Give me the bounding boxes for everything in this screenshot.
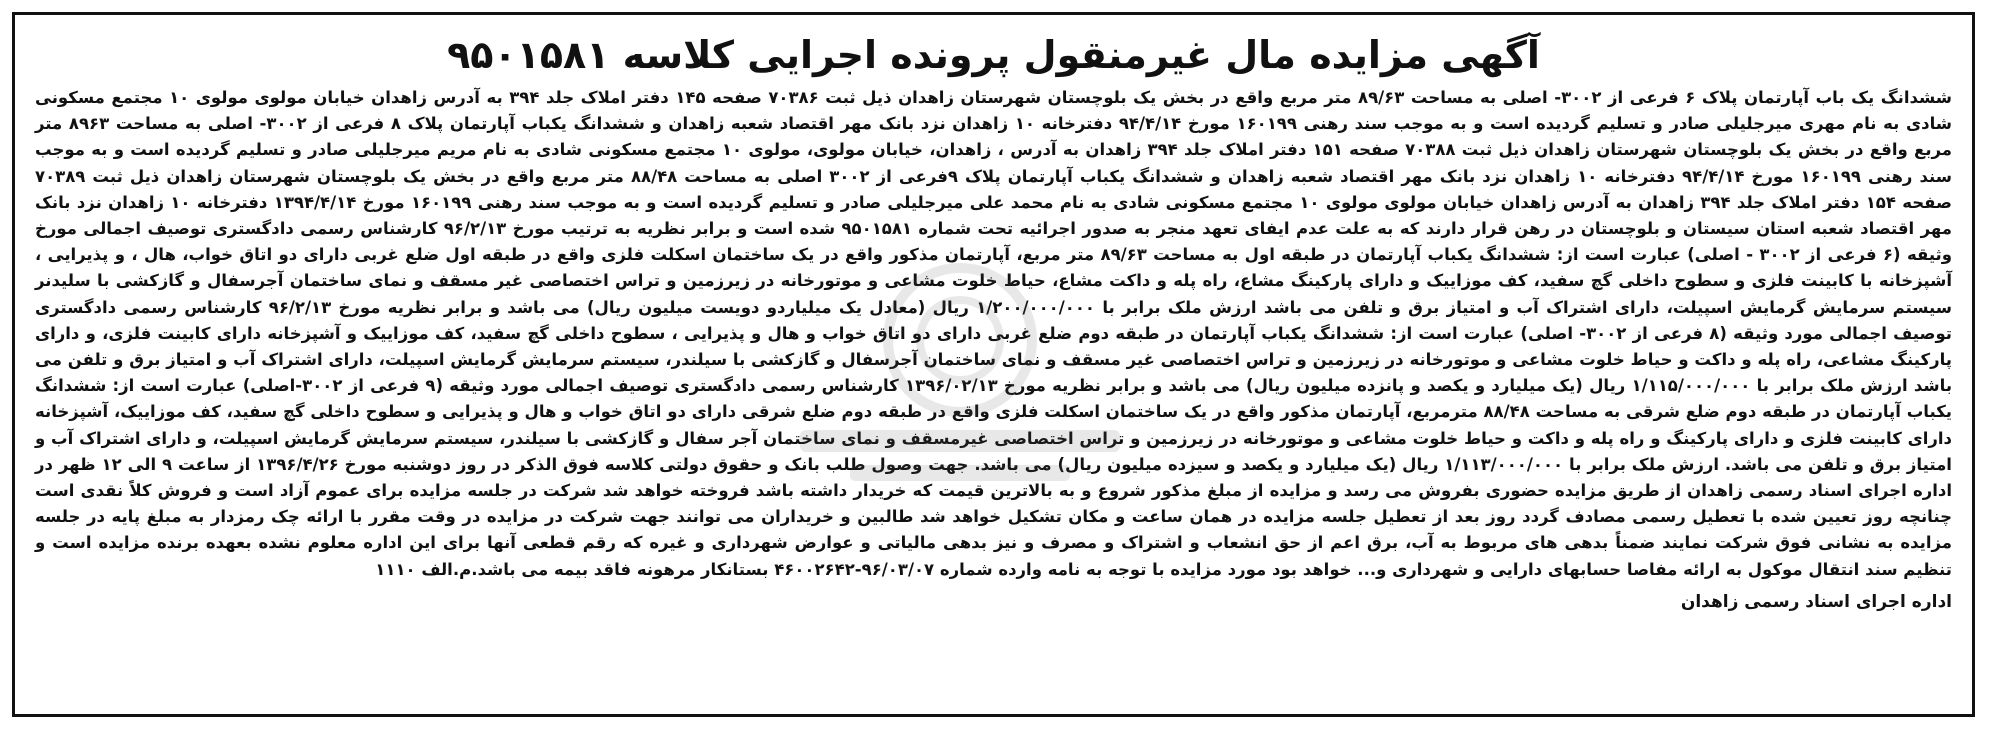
issuing-office-signature: اداره اجرای اسناد رسمی زاهدان — [1680, 591, 1952, 612]
notice-title: آگهی مزایده مال غیرمنقول پرونده اجرایی کلاسه ۹۵۰۱۵۸۱ — [447, 33, 1540, 77]
notice-body: ششدانگ یک باب آپارتمان پلاک ۶ فرعی از ۳۰۰۲- اصلی به مساحت ۸۹/۶۳ متر مربع واقع در بخش یک بلوچستان شهرستان زاهدان ذیل ثبت ۷۰۳۸۶ صفحه ۱۴۵ دفتر املاک جلد ۳۹۴ به آدرس زاهدان خیابان مولوی مولوی ۱۰ مجتمع مسکونی شادی به نام مهری میرجلیلی صادر و تسلیم گردیده است و به موجب سند رهنی ۱۶۰۱۹۹ مورخ ۹۴/۴/۱۴ دفترخانه ۱۰ زاهدان نزد بانک مهر اقتصاد شعبه زاهدان و ششدانگ یکباب آپارتمان پلاک ۸ فرعی از ۳۰۰۲- اصلی به مساحت ۸۹۶۳ متر مربع واقع در بخش یک بلوچستان شهرستان زاهدان ذیل ثبت ۷۰۳۸۸ صفحه ۱۵۱ دفتر املاک جلد ۳۹۴ زاهدان به آدرس ، زاهدان، خیابان مولوی، مولوی ۱۰ مجتمع مسکونی شادی به نام مریم میرجلیلی صادر و تسلیم گردیده است و به موجب سند رهنی ۱۶۰۱۹۹ مورخ ۹۴/۴/۱۴ دفترخانه ۱۰ زاهدان نزد بانک مهر اقتصاد شعبه زاهدان و ششدانگ یکباب آپارتمان پلاک ۹فرعی از ۳۰۰۲ اصلی به مساحت ۸۸/۴۸ متر مربع واقع در بخش یک بلوچستان شهرستان زاهدان ذیل ثبت ۷۰۳۸۹ صفحه ۱۵۴ دفتر املاک جلد ۳۹۴ زاهدان به آدرس زاهدان خیابان مولوی مولوی ۱۰ مجتمع مسکونی شادی به نام محمد علی میرجلیلی صادر و تسلیم گردیده است و به موجب سند رهنی ۱۶۰۱۹۹ مورخ ۱۳۹۴/۴/۱۴ دفترخانه ۱۰ زاهدان نزد بانک مهر اقتصاد شعبه استان سیستان و بلوچستان در رهن قرار دارند که به علت عدم ایفای تعهد منجر به صدور اجرائیه تحت شماره ۹۵۰۱۵۸۱ شده است و برابر نظریه به ترتیب مورخ ۹۶/۲/۱۳ کارشناس رسمی دادگستری توصیف اجمالی مورخ وثیقه (۶ فرعی از ۳۰۰۲ - اصلی) عبارت است از: ششدانگ یکباب آپارتمان در طبقه اول به مساحت ۸۹/۶۳ متر مربع، آپارتمان مذکور واقع در یک ساختمان اسکلت فلزی واقع در طبقه اول ضلع غربی دارای دو اتاق خواب، هال ، و پذیرایی ، آشپزخانه با کابینت فلزی و سطوح داخلی گچ سفید، کف موزاییک و دارای پارکینگ مشاع، راه پله و داکت مشاع، حیاط خلوت مشاعی و موتورخانه در زیرزمین و تراس اختصاصی غیر مسقف و نمای ساختمان آجرسفال و گازکشی با سلیدنر سیستم سرمایش گرمایش اسپیلت، دارای اشتراک آب و امتیاز برق و تلفن می باشد ارزش ملک برابر با ۱/۲۰۰/۰۰۰/۰۰۰ ریال (معادل یک میلیاردو دویست میلیون ریال) می باشد و برابر نظریه مورخ ۹۶/۲/۱۳ کارشناس رسمی دادگستری توصیف اجمالی مورد وثیقه (۸ فرعی از ۳۰۰۲- اصلی) عبارت است از: ششدانگ یکباب آپارتمان در طبقه دوم ضلع غربی دارای دو اتاق خواب و هال و پذیرایی ، سطوح داخلی گچ سفید، کف موزاییک و آشپزخانه دارای کابینت فلزی، و دارای پارکینگ مشاعی، راه پله و داکت و حیاط خلوت مشاعی و موتورخانه در زیرزمین و تراس اختصاصی غیر مسقف و نمای ساختمان آجرسفال و گازکشی با سیلندر، سیستم سرمایش گرمایش اسپیلت، دارای اشتراک آب و امتیاز برق و تلفن می باشد ارزش ملک برابر با ۱/۱۱۵/۰۰۰/۰۰۰ ریال (یک میلیارد و یکصد و پانزده میلیون ریال) می باشد و برابر نظریه مورخ ۱۳۹۶/۰۲/۱۳ کارشناس رسمی دادگستری توصیف اجمالی مورد وثیقه (۹ فرعی از ۳۰۰۲-اصلی) عبارت است از: ششدانگ یکباب آپارتمان در طبقه دوم ضلع شرقی به مساحت ۸۸/۴۸ مترمربع، آپارتمان مذکور واقع در یک ساختمان اسکلت فلزی واقع در طبقه دوم ضلع شرقی دارای دو اتاق خواب و هال و پذیرایی و سطوح داخلی گچ سفید، کف موزاییک، آشپزخانه دارای کابینت فلزی و دارای پارکینگ و راه پله و داکت و حیاط خلوت مشاعی و موتورخانه در زیرزمین و تراس اختصاصی غیرمسقف و نمای ساختمان آجر سفال و گازکشی با سیلندر، سیستم سرمایش گرمایش اسپیلت، و دارای اشتراک آب و امتیاز برق و تلفن می باشد. ارزش ملک برابر با ۱/۱۱۳/۰۰۰/۰۰۰ ریال (یک میلیارد و یکصد و سیزده میلیون ریال) می باشد. جهت وصول طلب بانک و حقوق دولتی کلاسه فوق الذکر در روز دوشنبه مورخ ۱۳۹۶/۴/۲۶ از ساعت ۹ الی ۱۲ ظهر در اداره اجرای اسناد رسمی زاهدان از طریق مزایده حضوری بفروش می رسد و مزایده از مبلغ مذکور شروع و به بالاترین قیمت که خریدار داشته باشد فروخته خواهد شد شرکت در جلسه مزایده برای عموم آزاد است و فروش کلاً نقدی است چنانچه روز تعیین شده با تعطیل رسمی مصادف گردد روز بعد از تعطیل جلسه مزایده در همان ساعت و مکان تشکیل خواهد شد طالبین و خریداران می توانند جهت شرکت در مزایده در وقت مقرر با ارائه چک رمزدار به مبلغ پایه در جلسه مزایده به نشانی فوق شرکت نمایند ضمناً بدهی های مربوط به آب، برق اعم از حق انشعاب و اشتراک و مصرف و نیز بدهی مالیاتی و عوارض شهرداری و غیره که رقم قطعی آنها برای این اداره معلوم نشده بعهده برنده مزایده است و تنظیم سند انتقال موکول به ارائه مفاصا حسابهای دارایی و شهرداری و... خواهد بود مورد مزایده با توجه به نامه وارده شماره ۹۶/۰۳/۰۷-۴۶۰۰۲۶۴۲ بستانکار مرهونه فاقد بیمه می باشد.م.الف ۱۱۱۰ — [35, 88, 1953, 579]
auction-notice-box — [12, 12, 1975, 717]
